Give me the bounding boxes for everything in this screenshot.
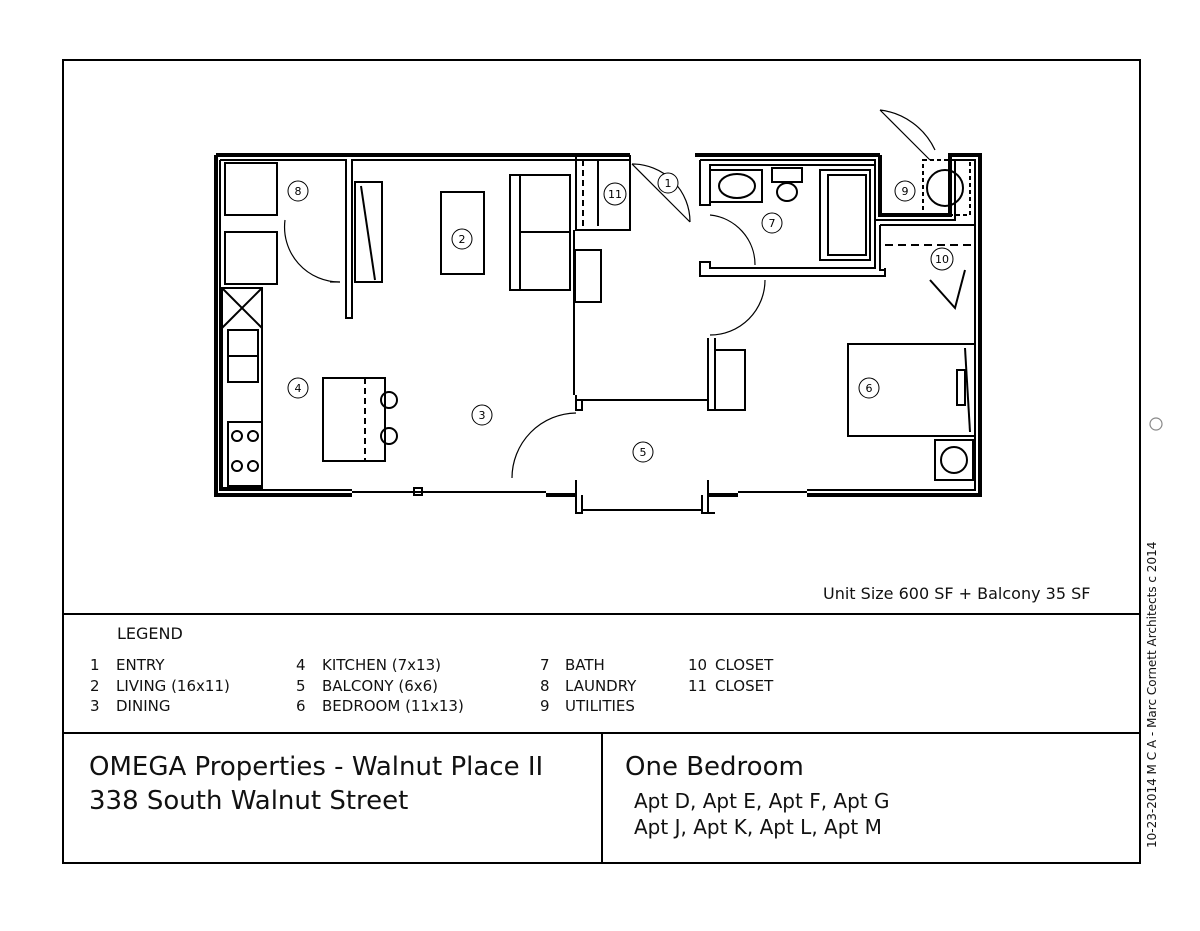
- room-marker-4: [288, 378, 308, 398]
- legend-label: ENTRY: [116, 656, 165, 674]
- legend-label: BALCONY (6x6): [322, 677, 439, 695]
- room-markers: [288, 173, 953, 462]
- room-marker-7: [762, 213, 782, 233]
- legend-num: 7: [540, 656, 550, 674]
- project-name: OMEGA Properties - Walnut Place II: [89, 752, 544, 782]
- inner-wall-lines: [220, 155, 975, 513]
- room-marker-1: [658, 173, 678, 193]
- legend-label: DINING: [116, 697, 171, 715]
- room-marker-8: [288, 181, 308, 201]
- svg-text:9: 9: [901, 185, 909, 198]
- legend-num: 5: [296, 677, 306, 695]
- legend-label: CLOSET: [715, 656, 774, 674]
- legend-label: LIVING (16x11): [116, 677, 230, 695]
- architect-credit: 10-23-2014 M C A - Marc Cornett Architects c 2014: [1145, 541, 1159, 848]
- svg-text:1: 1: [664, 177, 672, 190]
- room-marker-11: [604, 183, 626, 205]
- svg-text:2: 2: [458, 233, 466, 246]
- svg-text:11: 11: [608, 188, 622, 201]
- room-marker-6: [859, 378, 879, 398]
- legend-label: BEDROOM (11x13): [322, 697, 464, 715]
- legend-num: 9: [540, 697, 550, 715]
- svg-text:3: 3: [478, 409, 486, 422]
- legend-label: BATH: [565, 656, 605, 674]
- legend-num: 8: [540, 677, 550, 695]
- svg-text:4: 4: [294, 382, 302, 395]
- room-marker-10: [931, 248, 953, 270]
- legend-num: 2: [90, 677, 100, 695]
- apartment-list-line1: Apt D, Apt E, Apt F, Apt G: [634, 789, 890, 813]
- room-marker-5: [633, 442, 653, 462]
- legend-title: LEGEND: [117, 624, 183, 643]
- legend-num: 4: [296, 656, 306, 674]
- apartment-list-line2: Apt J, Apt K, Apt L, Apt M: [634, 815, 882, 839]
- room-marker-3: [472, 405, 492, 425]
- punch-hole-icon: [1150, 418, 1162, 430]
- project-address: 338 South Walnut Street: [89, 786, 409, 816]
- legend-num: 10: [688, 656, 708, 674]
- legend-label: CLOSET: [715, 677, 774, 695]
- legend-label: KITCHEN (7x13): [322, 656, 441, 674]
- legend-label: LAUNDRY: [565, 677, 637, 695]
- unit-size-label: Unit Size 600 SF + Balcony 35 SF: [823, 584, 1091, 603]
- svg-text:7: 7: [768, 217, 776, 230]
- svg-text:10: 10: [935, 253, 949, 266]
- unit-type: One Bedroom: [625, 752, 804, 782]
- svg-text:5: 5: [639, 446, 647, 459]
- svg-text:8: 8: [294, 185, 302, 198]
- room-marker-2: [452, 229, 472, 249]
- room-marker-9: [895, 181, 915, 201]
- legend-num: 11: [688, 677, 708, 695]
- svg-text:6: 6: [865, 382, 873, 395]
- legend-num: 1: [90, 656, 100, 674]
- legend-num: 3: [90, 697, 100, 715]
- legend-label: UTILITIES: [565, 697, 635, 715]
- legend-num: 6: [296, 697, 306, 715]
